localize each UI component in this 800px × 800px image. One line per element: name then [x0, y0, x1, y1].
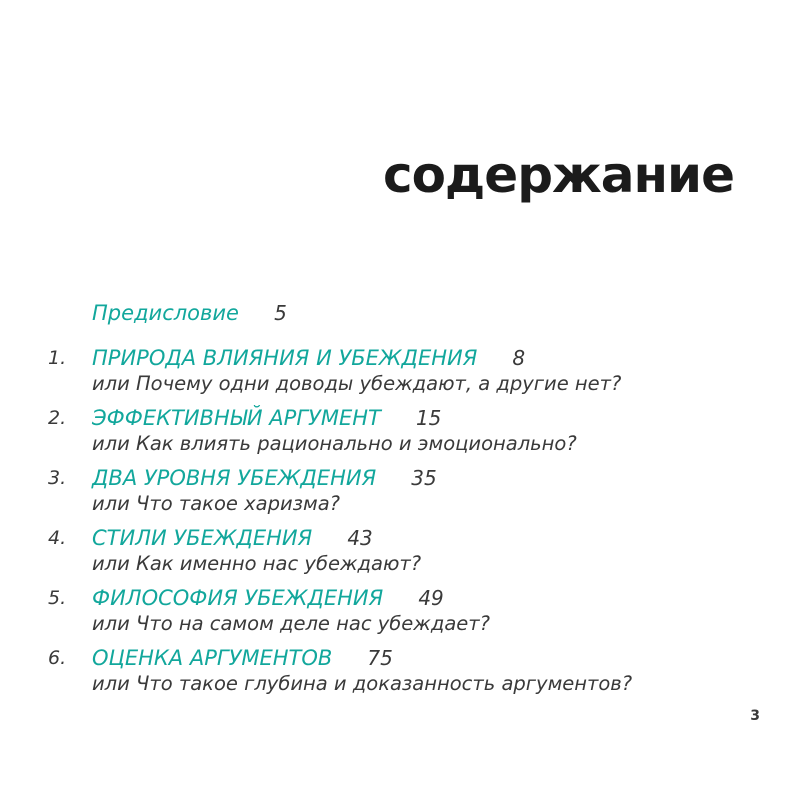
toc-entry-title: Предисловие: [92, 301, 239, 325]
toc-entry-title: СТИЛИ УБЕЖДЕНИЯ: [92, 526, 313, 550]
toc-entry-title: ДВА УРОВНЯ УБЕЖДЕНИЯ: [92, 466, 377, 490]
toc-entry-title: ПРИРОДА ВЛИЯНИЯ И УБЕЖДЕНИЯ: [92, 346, 478, 370]
toc-entry[interactable]: [48, 586, 738, 636]
toc-entry-page: 43: [347, 526, 373, 550]
toc-entry[interactable]: [48, 646, 738, 696]
toc-entry-number: [48, 301, 92, 327]
toc-entry-preface[interactable]: [48, 301, 738, 327]
page-number: 3: [750, 708, 760, 724]
toc-entry-subtitle: или Что такое глубина и доказанность аргументов?: [92, 672, 633, 695]
toc-entry-subtitle: или Почему одни доводы убеждают, а другие нет?: [92, 372, 622, 395]
toc-entry-number: 4.: [48, 527, 67, 549]
toc-entry[interactable]: [48, 346, 738, 396]
toc-entry[interactable]: [48, 466, 738, 516]
toc-entry-page: 5: [274, 301, 287, 325]
toc-entry-title: ФИЛОСОФИЯ УБЕЖДЕНИЯ: [92, 586, 384, 610]
toc-entry-page: 8: [512, 346, 526, 370]
toc-entry-title: ЭФФЕКТИВНЫЙ АРГУМЕНТ: [92, 406, 381, 430]
toc-entry-number: 3.: [48, 467, 67, 489]
toc-entry-title: ОЦЕНКА АРГУМЕНТОВ: [92, 646, 333, 670]
toc-entry-subtitle: или Как именно нас убеждают?: [92, 552, 422, 575]
toc-entry-number: 1.: [48, 347, 67, 369]
page-title: содержание: [382, 146, 734, 204]
table-of-contents: [48, 301, 738, 706]
toc-entry-subtitle: или Что такое харизма?: [92, 492, 340, 515]
toc-entry-number: 6.: [48, 647, 67, 669]
toc-entry-subtitle: или Как влиять рационально и эмоционально?: [92, 432, 577, 455]
toc-entry-page: 15: [415, 406, 442, 430]
toc-entry[interactable]: [48, 406, 738, 456]
toc-entry-number: 5.: [48, 587, 67, 609]
toc-entry[interactable]: [48, 526, 738, 576]
toc-entry-subtitle: или Что на самом деле нас убеждает?: [92, 612, 491, 635]
toc-entry-page: 75: [367, 646, 393, 670]
toc-entry-page: 49: [418, 586, 444, 610]
toc-entry-number: 2.: [48, 407, 67, 429]
toc-entry-page: 35: [411, 466, 437, 490]
